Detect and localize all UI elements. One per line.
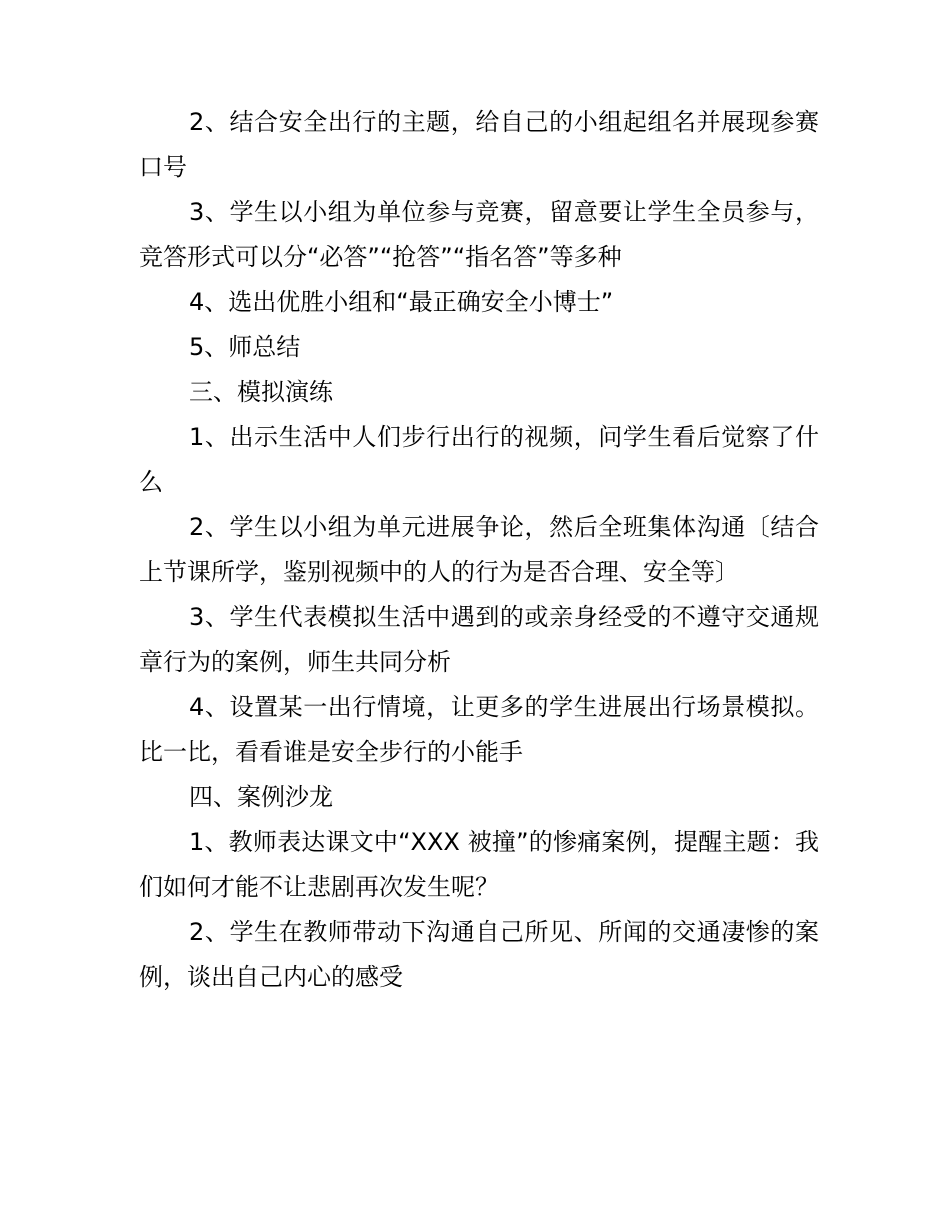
section-heading-simulation: 三、模拟演练 bbox=[189, 378, 333, 406]
paragraph-simulation-4-scenario: 4、设置某一出行情境，让更多的学生进展出行场景模拟。比一比，看看谁是安全步行的小能手 bbox=[139, 693, 819, 766]
paragraph-step-3-competition: 3、学生以小组为单位参与竞赛，留意要让学生全员参与，竞答形式可以分“必答”“抢答”“指名答”等多种 bbox=[139, 198, 819, 271]
paragraph-case-1-teacher-story: 1、教师表达课文中“XXX 被撞”的惨痛案例，提醒主题：我们如何才能不让悲剧再次发生呢？ bbox=[139, 828, 819, 901]
paragraph-step-4-select-winner: 4、选出优胜小组和“最正确安全小博士” bbox=[189, 288, 614, 316]
paragraph-step-2-group-naming: 2、结合安全出行的主题，给自己的小组起组名并展现参赛口号 bbox=[139, 108, 819, 181]
section-heading-case-salon: 四、案例沙龙 bbox=[189, 783, 333, 811]
document-body bbox=[139, 100, 819, 1000]
paragraph-step-5-summary: 5、师总结 bbox=[189, 333, 301, 361]
paragraph-case-2-student-sharing: 2、学生在教师带动下沟通自己所见、所闻的交通凄惨的案例，谈出自己内心的感受 bbox=[139, 918, 819, 991]
paragraph-simulation-2-discussion: 2、学生以小组为单元进展争论，然后全班集体沟通〔结合上节课所学，鉴别视频中的人的行为是否合理、安全等〕 bbox=[139, 513, 819, 586]
paragraph-simulation-1-video: 1、出示生活中人们步行出行的视频，问学生看后觉察了什么 bbox=[139, 423, 819, 496]
paragraph-simulation-3-case-analysis: 3、学生代表模拟生活中遇到的或亲身经受的不遵守交通规章行为的案例，师生共同分析 bbox=[139, 603, 819, 676]
